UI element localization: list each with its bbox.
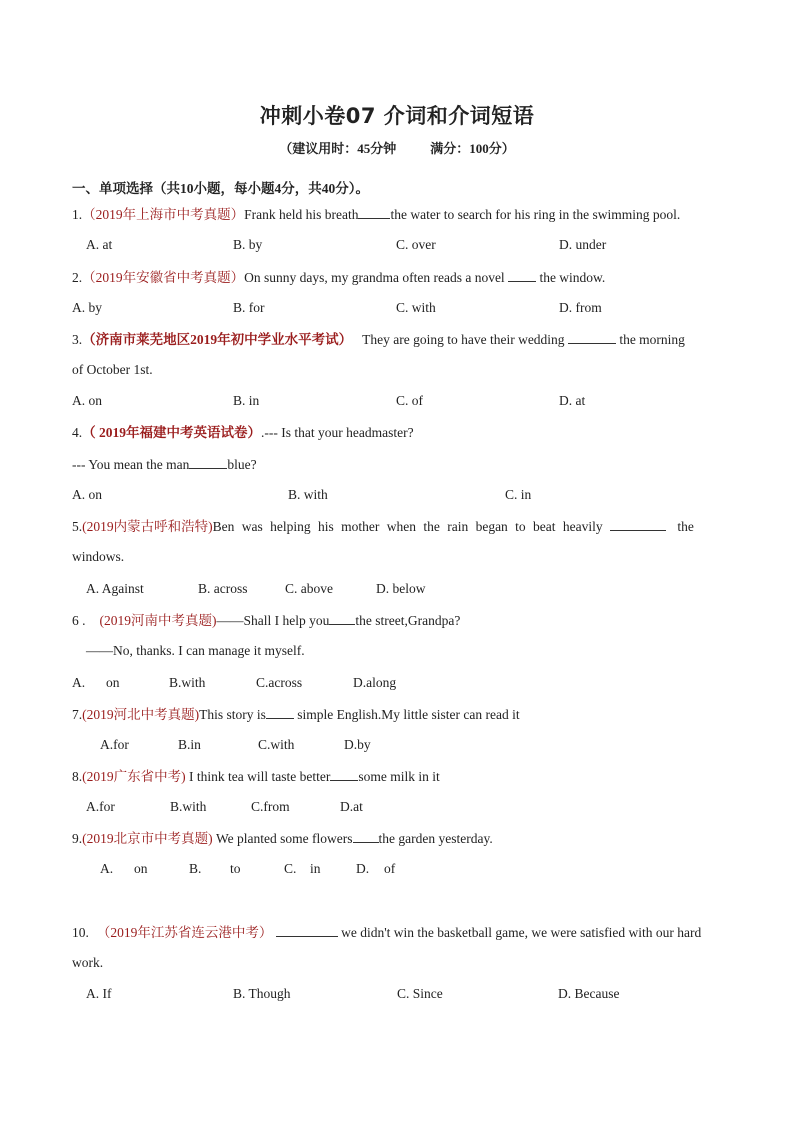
question-text: This story is (199, 707, 266, 722)
question-text: --- You mean the man (72, 457, 190, 472)
question-text: we didn't win the basketball game, we were satisfied with our hard (337, 925, 702, 940)
answer-blank (329, 611, 355, 625)
question-text: They are going to have their wedding (362, 332, 568, 347)
answer-blank (353, 829, 379, 843)
question-number: 2. (72, 270, 83, 285)
question-10 (72, 923, 701, 942)
answer-blank (189, 455, 227, 469)
answer-blank (610, 517, 666, 531)
question-text: the street,Grandpa? (355, 613, 461, 628)
question-text: the morning (615, 332, 685, 347)
question-text: On sunny days, my grandma often reads a novel (244, 270, 509, 285)
question-3 (72, 330, 685, 349)
question-number: 3. (72, 332, 83, 347)
page-subtitle (0, 138, 794, 157)
question-1 (72, 205, 680, 224)
question-number: 7. (72, 707, 83, 722)
option-d: D. (356, 861, 370, 876)
option-a: A. on (72, 487, 102, 502)
answer-blank (330, 767, 358, 781)
option-d: D.along (353, 675, 397, 690)
option-c: C.from (251, 799, 290, 814)
question-text: Ben was helping his mother when the rain began to beat heavily (212, 519, 611, 534)
question-text: the water to search for his ring in the swimming pool. (390, 207, 681, 222)
option-d: D. under (559, 237, 607, 252)
option-c: C. (284, 861, 297, 876)
question-source: （ 2019年福建中考英语试卷） (82, 425, 261, 440)
option-c: C.across (256, 675, 303, 690)
option-b: B. in (233, 393, 260, 408)
question-text: some milk in it (358, 769, 440, 784)
option-d: D.at (340, 799, 363, 814)
option-d: D. from (559, 300, 602, 315)
option-a: A. If (86, 986, 112, 1001)
answer-blank (568, 330, 616, 344)
option-c: C. over (396, 237, 436, 252)
option-a: A. at (86, 237, 113, 252)
question-2 (72, 268, 605, 287)
question-source: (2019河北中考真题) (82, 707, 200, 722)
full-score: 满分：100分） (430, 141, 515, 156)
question-source: （2019年安徽省中考真题） (82, 270, 245, 285)
question-4 (72, 424, 414, 442)
question-source: (2019北京市中考真题) (82, 831, 213, 846)
question-7 (72, 705, 520, 724)
option-d: D. Because (558, 986, 620, 1001)
option-b: B. for (233, 300, 265, 315)
question-number: 1. (72, 207, 83, 222)
question-source: (2019广东省中考) (82, 769, 186, 784)
question-8 (72, 767, 440, 786)
option-b: B.in (178, 737, 201, 752)
option-b: B. across (198, 581, 248, 596)
question-number: 9. (72, 831, 83, 846)
option-a: A.for (100, 737, 129, 752)
question-number: 4. (72, 425, 83, 440)
answer-blank (508, 268, 536, 282)
question-5 (72, 517, 722, 536)
question-10-continued: work. (72, 955, 104, 970)
question-text: ——Shall I help you (216, 613, 330, 628)
suggested-time: （建议用时：45分钟 (279, 141, 397, 156)
option-a: A.for (86, 799, 115, 814)
option-c: C. with (396, 300, 436, 315)
question-text: .--- Is that your headmaster? (261, 425, 414, 440)
option-d-text: of (384, 861, 396, 876)
question-text: the garden yesterday. (378, 831, 493, 846)
option-b: B.with (170, 799, 207, 814)
option-b: B. with (288, 487, 328, 502)
question-text: I think tea will taste better (185, 769, 331, 784)
option-b: B. Though (233, 986, 291, 1001)
question-text: We planted some flowers (212, 831, 353, 846)
page-title: 冲刺小卷07 介词和介词短语 (259, 104, 535, 128)
question-text: blue? (227, 457, 257, 472)
option-c: C. of (396, 393, 423, 408)
question-number: 10. (72, 925, 89, 940)
answer-blank (358, 205, 390, 219)
option-d: D. at (559, 393, 586, 408)
question-source: （济南市莱芜地区2019年初中学业水平考试） (82, 332, 353, 347)
option-d: D.by (344, 737, 371, 752)
option-b: B. (189, 861, 202, 876)
question-source: (2019内蒙古呼和浩特) (82, 519, 213, 534)
section-heading: 一、单项选择（共10小题，每小题4分，共40分）。 (72, 181, 369, 196)
option-b-text: to (230, 861, 241, 876)
question-number: 6 . (72, 613, 86, 628)
question-6 (72, 611, 460, 630)
question-6-continued: ——No, thanks. I can manage it myself. (86, 643, 305, 658)
question-source: (2019河南中考真题) (99, 613, 217, 628)
option-b: B. by (233, 237, 263, 252)
question-4-continued (72, 455, 257, 474)
question-text: the window. (536, 270, 606, 285)
question-9 (72, 829, 493, 848)
question-3-continued: of October 1st. (72, 362, 153, 377)
option-a: A. by (72, 300, 102, 315)
answer-blank (266, 705, 294, 719)
option-c: C.with (258, 737, 295, 752)
question-text: Frank held his breath (244, 207, 359, 222)
question-text: the (674, 519, 694, 534)
option-d: D. below (376, 581, 426, 596)
option-c-text: in (310, 861, 321, 876)
option-c: C. in (505, 487, 532, 502)
option-a: A. on (72, 393, 102, 408)
option-c: C. above (285, 581, 333, 596)
option-a: A. Against (86, 581, 144, 596)
question-source: （2019年上海市中考真题） (82, 207, 245, 222)
option-a: A. (100, 861, 114, 876)
question-5-continued: windows. (72, 549, 125, 564)
answer-blank (276, 923, 338, 937)
option-a: A. (72, 675, 86, 690)
question-source: （2019年江苏省连云港中考） (96, 925, 273, 940)
question-text: simple English.My little sister can read it (293, 707, 520, 722)
option-c: C. Since (397, 986, 443, 1001)
option-b: B.with (169, 675, 206, 690)
option-a-text: on (106, 675, 120, 690)
question-number: 8. (72, 769, 83, 784)
option-a-text: on (134, 861, 148, 876)
question-number: 5. (72, 519, 83, 534)
